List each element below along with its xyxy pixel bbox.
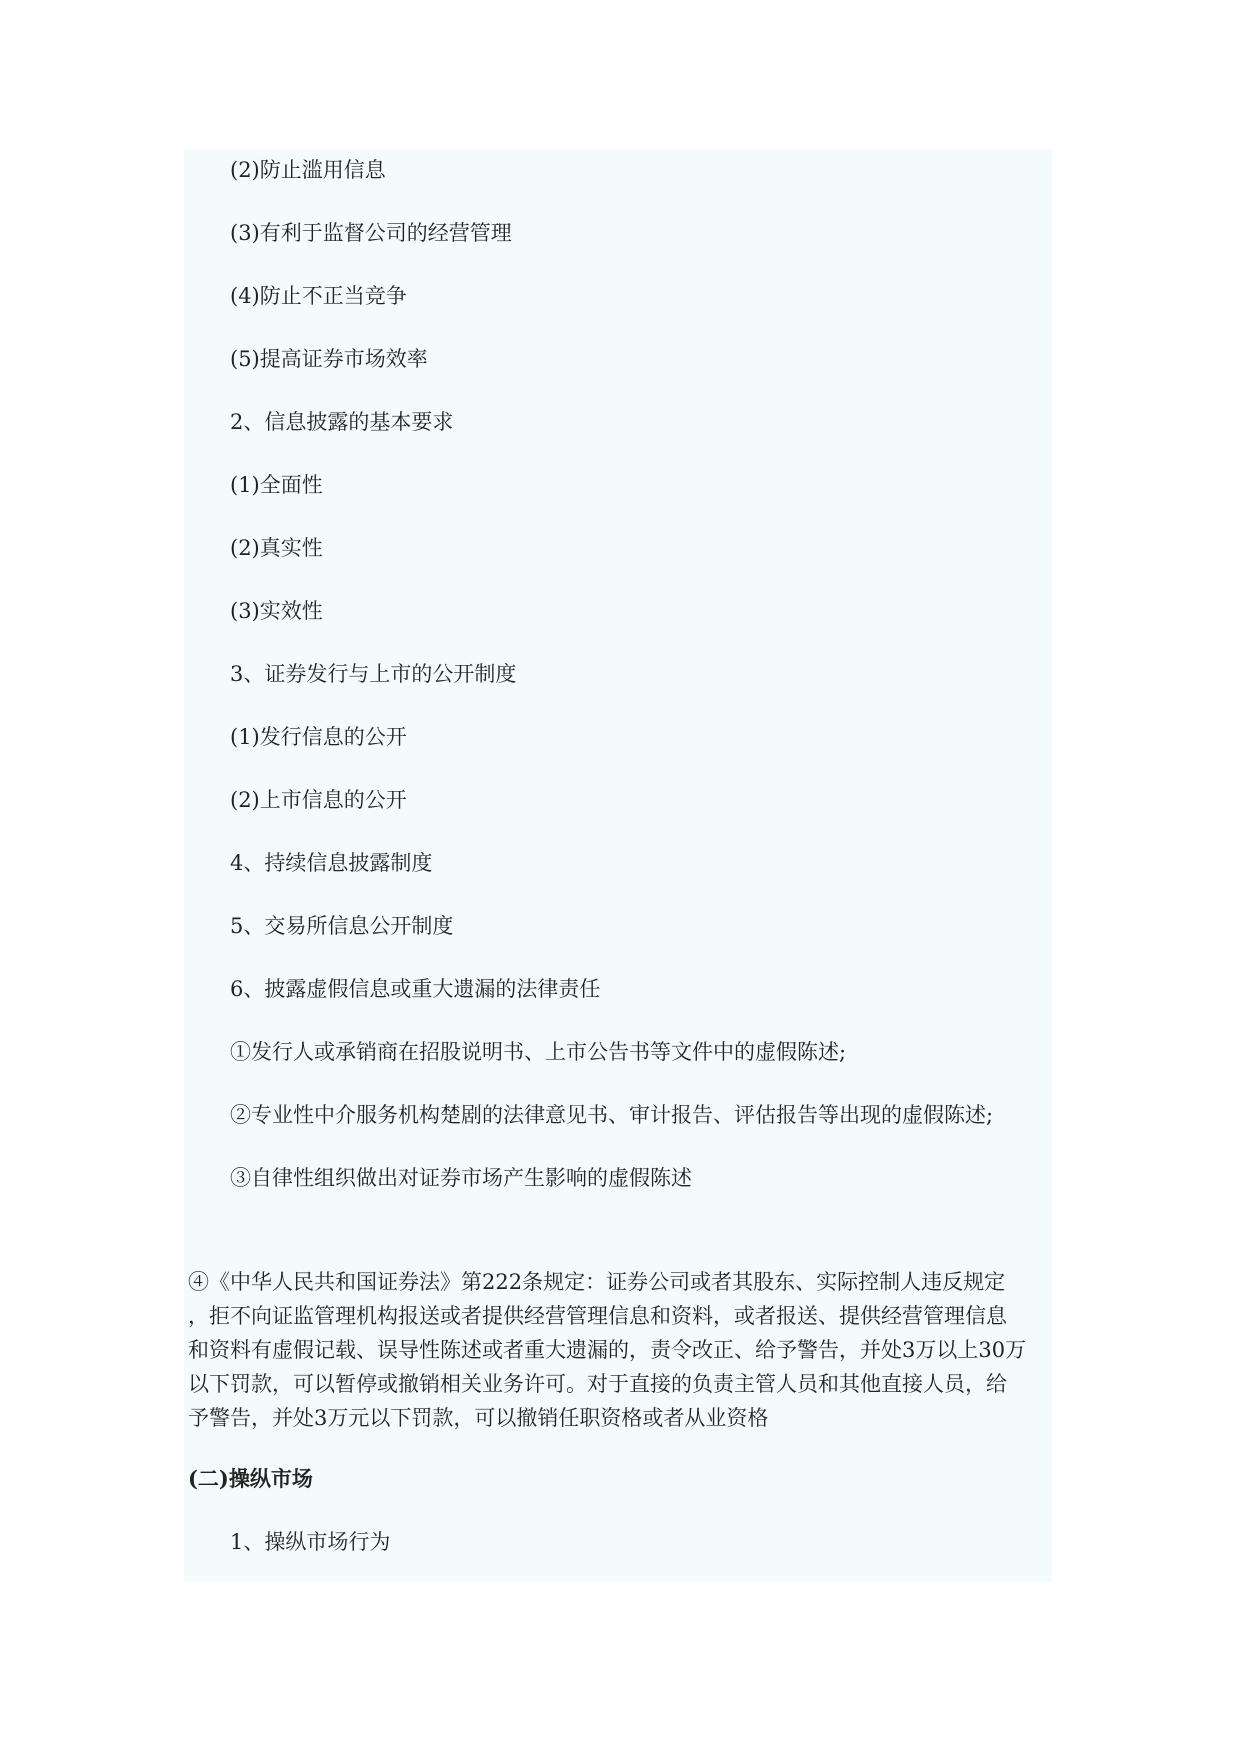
list-item: ③自律性组织做出对证券市场产生影响的虚假陈述 [230,1166,692,1190]
list-item: 2、信息披露的基本要求 [230,410,454,434]
paragraph-line: 予警告，并处3万元以下罚款，可以撤销任职资格或者从业资格 [188,1406,769,1430]
list-item: 4、持续信息披露制度 [230,851,433,875]
list-item: (3)有利于监督公司的经营管理 [230,221,512,245]
list-item: (5)提高证券市场效率 [230,347,428,371]
list-item: (2)防止滥用信息 [230,158,386,182]
list-item: (1)发行信息的公开 [230,725,407,749]
list-item: ①发行人或承销商在招股说明书、上市公告书等文件中的虚假陈述; [230,1040,847,1064]
list-item: (4)防止不正当竞争 [230,284,407,308]
section-heading: (二)操纵市场 [188,1466,313,1491]
paragraph-line: 和资料有虚假记载、误导性陈述或者重大遗漏的，责令改正、给予警告，并处3万以上30万 [188,1338,1027,1362]
list-item: (2)真实性 [230,536,323,560]
list-item: 6、披露虚假信息或重大遗漏的法律责任 [230,977,601,1001]
list-item: (1)全面性 [230,473,323,497]
paragraph-line: ④《中华人民共和国证券法》第222条规定：证券公司或者其股东、实际控制人违反规定 [188,1270,1006,1294]
paragraph-line: 以下罚款，可以暂停或撤销相关业务许可。对于直接的负责主管人员和其他直接人员，给 [188,1372,1007,1396]
list-item: 1、操纵市场行为 [230,1530,391,1554]
paragraph-line: ，拒不向证监管理机构报送或者提供经营管理信息和资料，或者报送、提供经营管理信息 [188,1304,1007,1328]
list-item: 3、证券发行与上市的公开制度 [230,662,517,686]
legal-paragraph [188,1265,1050,1435]
list-item: (2)上市信息的公开 [230,788,407,812]
list-item: ②专业性中介服务机构楚剧的法律意见书、审计报告、评估报告等出现的虚假陈述; [230,1103,994,1127]
list-item: 5、交易所信息公开制度 [230,914,454,938]
list-item: (3)实效性 [230,599,323,623]
